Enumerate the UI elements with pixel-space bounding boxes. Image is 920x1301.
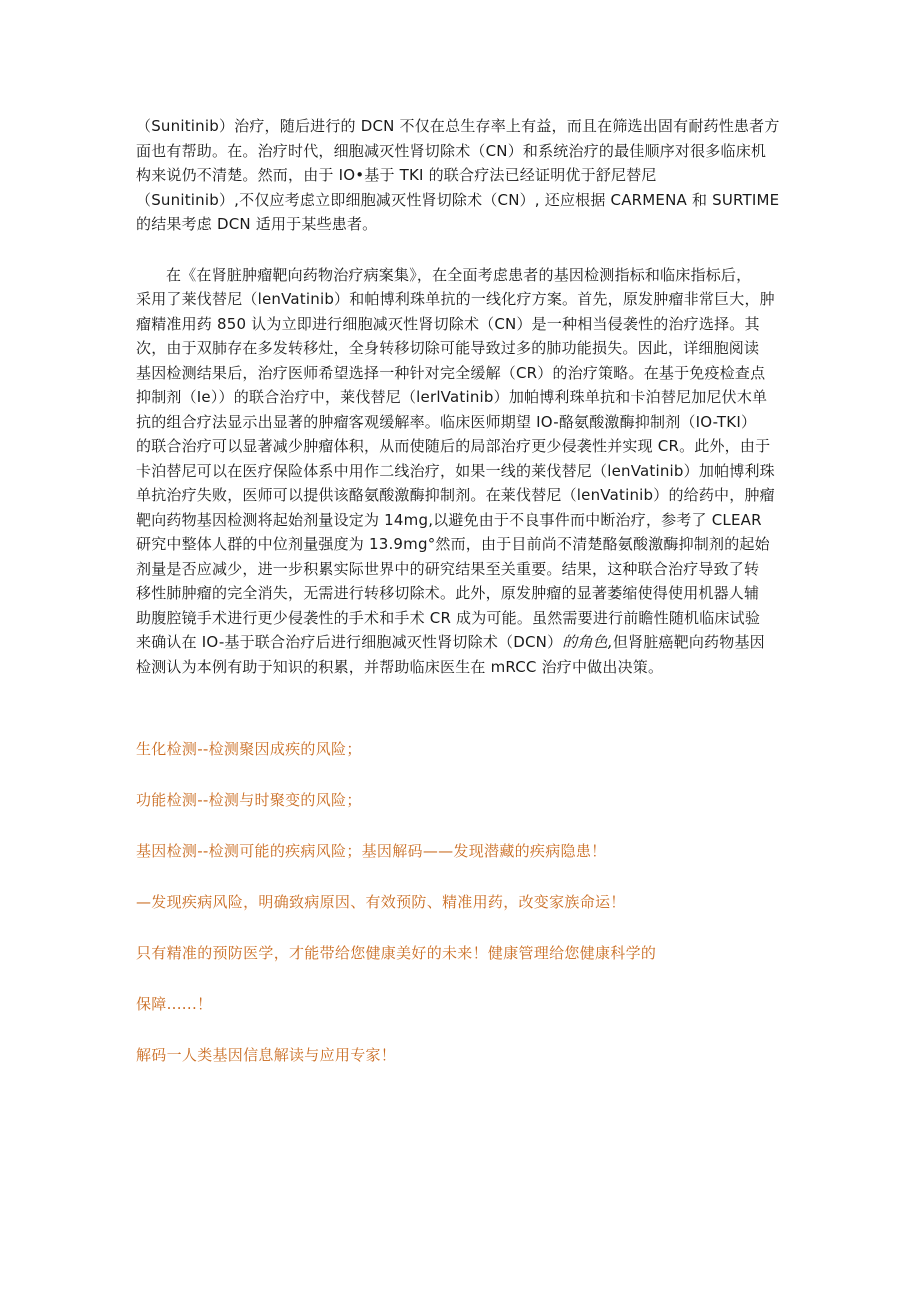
slogan-line: 只有精准的预防医学，才能带给您健康美好的未来！健康管理给您健康科学的 [136, 944, 657, 962]
line-suffix: 但肾脏癌靶向药物基因 [612, 633, 765, 651]
paragraph-line: 研究中整体人群的中位剂量强度为 13.9mg°然而，由于目前尚不清楚酪氨酸激酶抑制剂的起始 [136, 535, 770, 553]
paragraph-line: 检测认为本例有助于知识的积累，并帮助临床医生在 mRCC 治疗中做出决策。 [136, 657, 664, 676]
paragraph-line: 单抗治疗失败，医师可以提供该酪氨酸激酶抑制剂。在莱伐替尼（lenVatinib）的给药中，肿瘤 [136, 486, 775, 504]
paragraph-2 [136, 263, 782, 680]
paragraph-line: 的联合治疗可以显著减少肿瘤体积，从而使随后的局部治疗更少侵袭性并实现 CR。此外，由于 [136, 437, 771, 455]
paragraph-line: 面也有帮助。在。治疗时代，细胞减灭性肾切除术（CN）和系统治疗的最佳顺序对很多临床机 [136, 141, 767, 160]
paragraph-line: 次，由于双肺存在多发转移灶，全身转移切除可能导致过多的肺功能损失。因此，详细胞阅读 [136, 339, 760, 357]
italic-phrase: 的角色, [562, 633, 613, 651]
paragraph-line: 采用了莱伐替尼（lenVatinib）和帕博利珠单抗的一线化疗方案。首先，原发肿瘤非常巨大，肿 [136, 290, 775, 308]
paragraph-line: 抑制剂（Ie））的联合治疗中，莱伐替尼（lerlVatinib）加帕博利珠单抗和卡泊替尼加尼伏木单 [136, 388, 768, 406]
slogan-line: 解码一人类基因信息解读与应用专家！ [136, 1046, 397, 1064]
paragraph-line: 的结果考虑 DCN 适用于某些患者。 [136, 215, 378, 233]
paragraph-spacer [136, 237, 782, 263]
paragraph-line: 助腹腔镜手术进行更少侵袭性的手术和手术 CR 成为可能。虽然需要进行前瞻性随机临床试验 [136, 608, 761, 627]
paragraph-line: 移性肺肿瘤的完全消失，无需进行转移切除术。此外，原发肿瘤的显著萎缩使得使用机器人辅 [136, 584, 760, 602]
paragraph-line: 抗的组合疗法显示出显著的肿瘤客观缓解率。临床医师期望 IO-酪氨酸激酶抑制剂（IO-TKI） [136, 412, 757, 431]
line-prefix: 来确认在 IO-基于联合治疗后进行细胞减灭性肾切除术（DCN） [136, 633, 563, 651]
paragraph-line: 卡泊替尼可以在医疗保险体系中用作二线治疗，如果一线的莱伐替尼（lenVatinib）加帕博利珠 [136, 461, 775, 480]
paragraph-line: 靶向药物基因检测将起始剂量设定为 14mg,以避免由于不良事件而中断治疗，参考了 CLEAR [136, 510, 762, 529]
paragraph-line-mixed [136, 630, 782, 655]
slogan-line: 生化检测--检测聚因成疾的风险； [136, 740, 362, 758]
slogan-line: 功能检测--检测与时聚变的风险； [136, 791, 362, 809]
slogan-line: 基因检测--检测可能的疾病风险；基因解码——发现潜藏的疾病隐患！ [136, 842, 607, 860]
paragraph-line: 在《在肾脏肿瘤靶向药物治疗病案集》，在全面考虑患者的基因检测指标和临床指标后， [166, 265, 752, 284]
slogan-list [136, 739, 782, 1065]
slogan-line: —发现疾病风险，明确致病原因、有效预防、精准用药，改变家族命运！ [136, 893, 626, 911]
section-spacer [136, 679, 782, 739]
paragraph-line: 瘤精准用药 850 认为立即进行细胞减灭性肾切除术（CN）是一种相当侵袭性的治疗选择。其 [136, 314, 760, 333]
paragraph-line: 构来说仍不清楚。然而，由于 IO•基于 TKI 的联合疗法已经证明优于舒尼替尼 [136, 166, 657, 184]
paragraph-1 [136, 114, 782, 237]
paragraph-line: （Sunitinib）,不仅应考虑立即细胞减灭性肾切除术（CN）, 还应根据 CARMENA 和 SURTIME [136, 190, 780, 209]
paragraph-line: 剂量是否应减少，进一步积累实际世界中的研究结果至关重要。结果，这种联合治疗导致了转 [136, 559, 760, 578]
slogan-line: 保障......！ [136, 995, 213, 1013]
paragraph-line: （Sunitinib）治疗，随后进行的 DCN 不仅在总生存率上有益，而且在筛选出固有耐药性患者方 [136, 117, 780, 135]
paragraph-line: 基因检测结果后，治疗医师希望选择一种针对完全缓解（CR）的治疗策略。在基于免疫检查点 [136, 363, 766, 382]
document-page [136, 114, 782, 1065]
